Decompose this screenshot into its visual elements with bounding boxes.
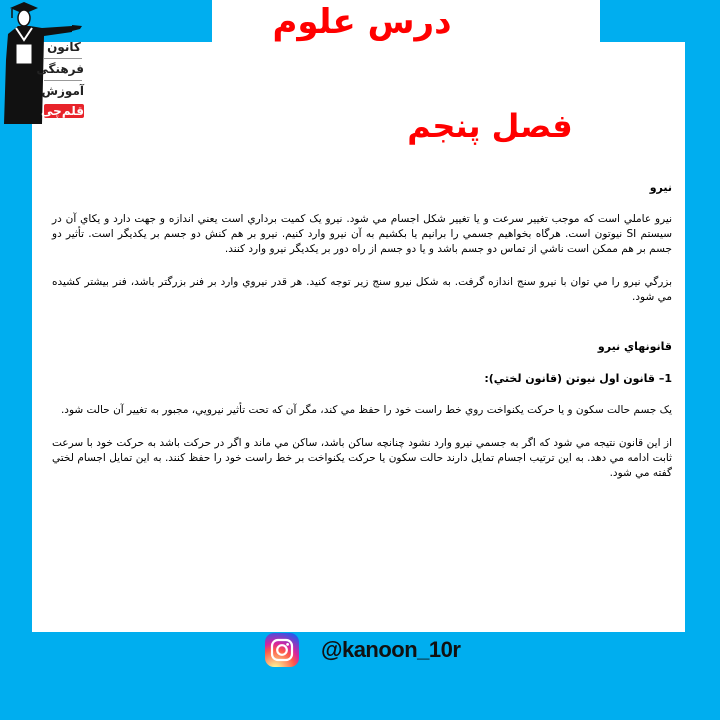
paragraph-force-definition: نيرو عاملي است كه موجب تغيير سرعت و يا تغيير شكل اجسام مي شود. نيرو يک کمیت برداري است يعني اندازه و جهت دارد و يكاي آن در سيستم SI نيوتون است. هرگاه بخواهيم جسمي را برانيم يا بكشيم به آن نيرو وارد كنيم. نيرو بر هم کنش دو جسم بر يكديگر است. تأثير دو جسم بر هم ممكن است ناشي از تماس دو جسم باشد و يا دو جسم از راه دور بر يكديگر نيرو وارد كنند. bbox=[52, 213, 673, 255]
page-title: درس علوم bbox=[272, 2, 452, 42]
logo-line-3: آموزش bbox=[41, 84, 84, 98]
chapter-title: فصل پنجم bbox=[407, 107, 573, 145]
social-footer bbox=[265, 632, 460, 668]
logo-badge: قلم‌چی bbox=[41, 104, 84, 118]
logo-divider bbox=[44, 58, 82, 59]
logo-divider bbox=[44, 80, 82, 81]
paragraph-law1-inertia: از اين قانون نتيجه مي شود كه اگر به جسمي نيرو وارد نشود چنانچه ساكن باشد، ساكن مي ماند و اگر در حركت باشد به حركت خود با سرعت ثابت ادامه مي دهد. به اين ترتيب اجسام تمايل دارند حالت سكون يا حركت يكنواخت بر خط راست خود را حفظ كنند. به اين تمايل اجسام لختي گفته مي شود. bbox=[52, 437, 672, 479]
instagram-handle[interactable]: @kanoon_10r bbox=[321, 637, 461, 662]
logo-line-1: کانون bbox=[47, 40, 81, 54]
law1-heading: 1– قانون اول نيوتن (قانون لختي): bbox=[484, 372, 672, 385]
section-heading-laws: قانونهاي نيرو bbox=[597, 340, 672, 353]
instagram-icon[interactable] bbox=[265, 633, 299, 667]
kanoon-logo bbox=[0, 0, 84, 125]
paragraph-force-measurement: بزرگي نيرو را مي توان با نيرو سنج اندازه گرفت. به شكل نيرو سنج زير توجه كنيد. هر قدر نيروي وارد بر فنر بزرگتر باشد، فنر بيشتر كشيده مي شود. bbox=[52, 276, 672, 303]
logo-line-2: فرهنگی bbox=[36, 62, 84, 76]
lesson-content bbox=[52, 180, 672, 481]
section-heading-force: نيرو bbox=[649, 181, 672, 194]
paragraph-law1-statement: يک جسم حالت سكون و يا حركت يكنواخت روي خط راست خود را حفظ مي كند، مگر آن كه تحت تأثير نيرويي، مجبور به تغيير آن حالت شود. bbox=[60, 404, 672, 416]
